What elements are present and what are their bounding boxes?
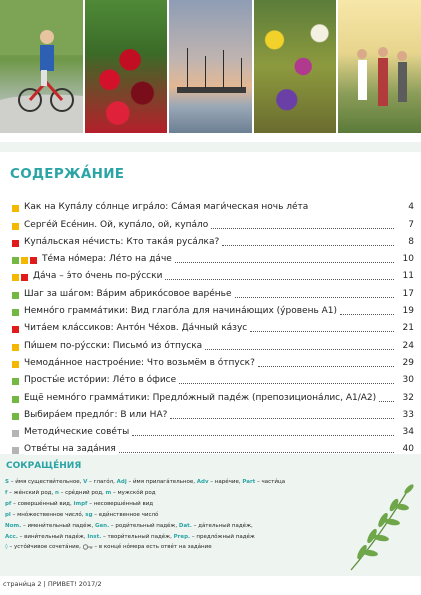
toc-item-markers <box>12 257 37 265</box>
toc-item-markers <box>12 326 19 334</box>
abbreviation-line <box>5 499 350 510</box>
toc-item-leader <box>258 366 394 367</box>
page-footer: страни́ца 2 | ПРИВЕТ! 2017/2 <box>3 580 102 588</box>
abbreviation-text: – в конце́ но́мера есть отве́т на зада́ние <box>92 544 212 551</box>
abbreviation-key: V <box>83 479 88 485</box>
abbreviations-list <box>5 477 350 553</box>
abbreviation-text: – и́мя существи́тельное, <box>8 479 84 485</box>
level-square-icon <box>12 257 19 264</box>
abbreviation-key: Adv <box>196 479 209 485</box>
toc-item[interactable] <box>12 213 414 230</box>
toc-item-title: Методи́ческие сове́ты <box>24 427 130 438</box>
toc-item-leader <box>235 297 395 298</box>
toc-item[interactable] <box>12 231 414 248</box>
level-square-icon <box>12 223 19 230</box>
abbreviation-text: – несоверше́нный вид <box>87 500 154 507</box>
level-square-icon <box>12 396 19 403</box>
toc-item-leader <box>379 401 394 402</box>
toc-item-leader <box>165 279 394 280</box>
toc-item-title: Те́ма но́мера: Ле́то на да́че <box>42 254 172 265</box>
toc-item-page-number: 19 <box>402 306 414 317</box>
toc-item-title: Выбира́ем предло́г: В или НА? <box>24 409 168 420</box>
abbreviation-text: – мужско́й род <box>111 489 156 496</box>
abbreviation-key: pf <box>5 500 12 507</box>
level-square-icon <box>12 344 19 351</box>
table-of-contents <box>12 196 414 455</box>
abbreviation-line <box>5 510 350 521</box>
toc-item-title: Чемода́нное настрое́ние: Что возьмём в о́тпуск? <box>24 357 255 368</box>
toc-item-markers <box>12 413 19 421</box>
toc-item-title: Чита́ем кла́ссиков: Анто́н Че́хов. Да́чный ка́зус <box>24 323 248 334</box>
toc-item-page-number: 34 <box>402 427 414 438</box>
toc-item-leader <box>211 228 394 229</box>
abbreviation-text: – наре́чие, <box>208 479 243 485</box>
abbreviation-text: – имени́тельный паде́ж, <box>21 522 95 529</box>
toc-item-title: Ещё немно́го грамма́тики: Предло́жный паде́ж (препозициона́лис, A1/A2) <box>24 392 377 403</box>
toc-item-markers <box>12 378 19 386</box>
leaf-sprig-illustration <box>346 480 416 575</box>
toc-item-title: Шаг за ша́гом: Ва́рим абрико́совое варе́нье <box>24 288 232 299</box>
photo-pier-at-sunset <box>169 0 252 133</box>
toc-item-page-number: 4 <box>408 202 414 213</box>
toc-item-title: Пи́шем по-ру́сски: Письмо́ из о́тпуска <box>24 340 203 351</box>
abbreviation-text: – сре́дний род, <box>58 489 106 496</box>
toc-item-markers <box>12 430 19 438</box>
toc-item[interactable] <box>12 369 414 386</box>
abbreviation-key: Gen. <box>94 522 110 529</box>
level-square-icon <box>12 326 19 333</box>
toc-item-title: Просты́е исто́рии: Ле́то в о́фисе <box>24 375 177 386</box>
level-square-icon <box>21 274 28 281</box>
toc-item[interactable] <box>12 265 414 282</box>
abbreviation-text: – соверше́нный вид, <box>11 500 74 507</box>
toc-item-markers <box>12 396 19 404</box>
level-square-icon <box>12 430 19 437</box>
toc-item[interactable] <box>12 438 414 455</box>
toc-item-title: Да́ча – э́то о́чень по-ру́сски <box>33 271 163 282</box>
abbreviation-key: n <box>55 489 59 496</box>
photo-wildflower-bouquet <box>254 0 337 133</box>
toc-item-leader <box>205 349 394 350</box>
abbreviation-text: – еди́нственное число́ <box>92 511 159 518</box>
abbreviation-key: S <box>5 479 9 485</box>
toc-item-title: Отве́ты на зада́ния <box>24 444 116 455</box>
toc-item-leader <box>179 383 394 384</box>
abbreviation-key: Dat. <box>178 522 192 529</box>
level-square-icon <box>12 205 19 212</box>
abbreviation-key: pl <box>5 511 11 518</box>
abbreviation-key: Part <box>242 479 256 485</box>
level-square-icon <box>21 257 28 264</box>
abbreviation-key: f <box>5 489 8 496</box>
abbreviation-line <box>5 477 350 488</box>
abbreviation-text: – вини́тельный паде́ж, <box>17 533 88 540</box>
abbreviations-heading: СОКРАЩЕ́НИЯ <box>6 461 82 471</box>
toc-item-leader <box>340 314 394 315</box>
toc-item-page-number: 33 <box>402 409 414 420</box>
toc-item[interactable] <box>12 404 414 421</box>
toc-heading: СОДЕРЖА́НИЕ <box>10 166 125 182</box>
toc-item[interactable] <box>12 352 414 369</box>
toc-item-leader <box>222 245 394 246</box>
section-divider-bar <box>0 142 421 152</box>
toc-item[interactable] <box>12 300 414 317</box>
level-square-icon <box>12 292 19 299</box>
abbreviation-text: – же́нский род, <box>7 489 55 496</box>
abbreviation-key: sg <box>85 511 93 518</box>
photo-strawberries-cherries <box>85 0 168 133</box>
toc-item-markers <box>12 223 19 231</box>
toc-item-markers <box>12 274 28 282</box>
abbreviation-text: – мно́жественное число́, <box>10 511 86 518</box>
abbreviation-text: – и́мя прилага́тельное, <box>126 479 197 485</box>
level-square-icon <box>12 274 19 281</box>
abbreviation-key: ◊ <box>5 544 8 551</box>
abbreviation-key: Adj <box>116 479 127 485</box>
toc-item[interactable] <box>12 421 414 438</box>
abbreviation-text: – твори́тельный паде́ж, <box>101 533 174 540</box>
abbreviation-key: Prep. <box>173 533 191 540</box>
toc-item-page-number: 10 <box>402 254 414 265</box>
abbreviation-text: – глаго́л, <box>87 479 117 485</box>
level-square-icon <box>30 257 37 264</box>
toc-item[interactable] <box>12 317 414 334</box>
abbreviation-text: – части́ца <box>255 479 286 485</box>
toc-item-page-number: 17 <box>402 288 414 299</box>
toc-item-page-number: 29 <box>402 357 414 368</box>
abbreviation-text: – усто́йчивое сочета́ние, <box>7 544 83 551</box>
toc-item-markers <box>12 309 19 317</box>
level-square-icon <box>12 361 19 368</box>
abbreviation-line <box>5 542 350 553</box>
toc-item[interactable] <box>12 248 414 265</box>
toc-item-leader <box>175 262 394 263</box>
toc-item-leader <box>170 418 394 419</box>
toc-item-markers <box>12 240 19 248</box>
toc-item-page-number: 21 <box>402 323 414 334</box>
toc-item-markers <box>12 205 19 213</box>
level-square-icon <box>12 240 19 247</box>
abbreviation-key: Nom. <box>5 522 22 529</box>
toc-item-leader <box>132 435 394 436</box>
abbreviation-key: Inst. <box>87 533 102 540</box>
toc-item-title: Серге́й Есе́нин. Ой, купа́ло, ой, купа́ло <box>24 219 209 230</box>
photo-people-in-meadow <box>338 0 421 133</box>
toc-item-page-number: 7 <box>408 219 414 230</box>
toc-item-title: Немно́го грамма́тики: Вид глаго́ла для начина́ющих (у́ровень A1) <box>24 306 338 317</box>
toc-item[interactable] <box>12 386 414 403</box>
level-square-icon <box>12 309 19 316</box>
toc-item[interactable] <box>12 196 414 213</box>
level-square-icon <box>12 413 19 420</box>
toc-item[interactable] <box>12 282 414 299</box>
header-photo-strip <box>0 0 421 133</box>
abbreviation-line <box>5 488 350 499</box>
abbreviation-text: – роди́тельный паде́ж, <box>109 522 179 529</box>
abbreviation-line <box>5 521 350 532</box>
abbreviation-line <box>5 532 350 543</box>
toc-item-page-number: 8 <box>408 236 414 247</box>
abbreviation-text: – да́тельный паде́ж, <box>191 522 253 529</box>
toc-item-markers <box>12 344 19 352</box>
abbreviation-key: impf <box>73 500 88 507</box>
toc-item-markers <box>12 361 19 369</box>
toc-item-page-number: 24 <box>402 340 414 351</box>
toc-item[interactable] <box>12 334 414 351</box>
key-icon <box>83 544 93 550</box>
toc-item-markers <box>12 292 19 300</box>
toc-item-page-number: 11 <box>402 271 414 282</box>
photo-child-on-bicycle <box>0 0 83 133</box>
level-square-icon <box>12 378 19 385</box>
toc-item-leader <box>250 331 394 332</box>
toc-item-page-number: 30 <box>402 375 414 386</box>
abbreviation-text: – предло́жный паде́ж <box>190 533 255 540</box>
abbreviation-key: Acc. <box>5 533 18 540</box>
toc-item-title: Купа́льская не́чисть: Кто така́я руса́лка? <box>24 236 220 247</box>
abbreviation-key: m <box>105 489 112 496</box>
toc-item-page-number: 32 <box>402 392 414 403</box>
toc-item-page-number: 40 <box>402 444 414 455</box>
toc-item-title: Как на Купа́лу со́лнце игра́ло: Са́мая маги́ческая ночь ле́та <box>24 202 309 213</box>
